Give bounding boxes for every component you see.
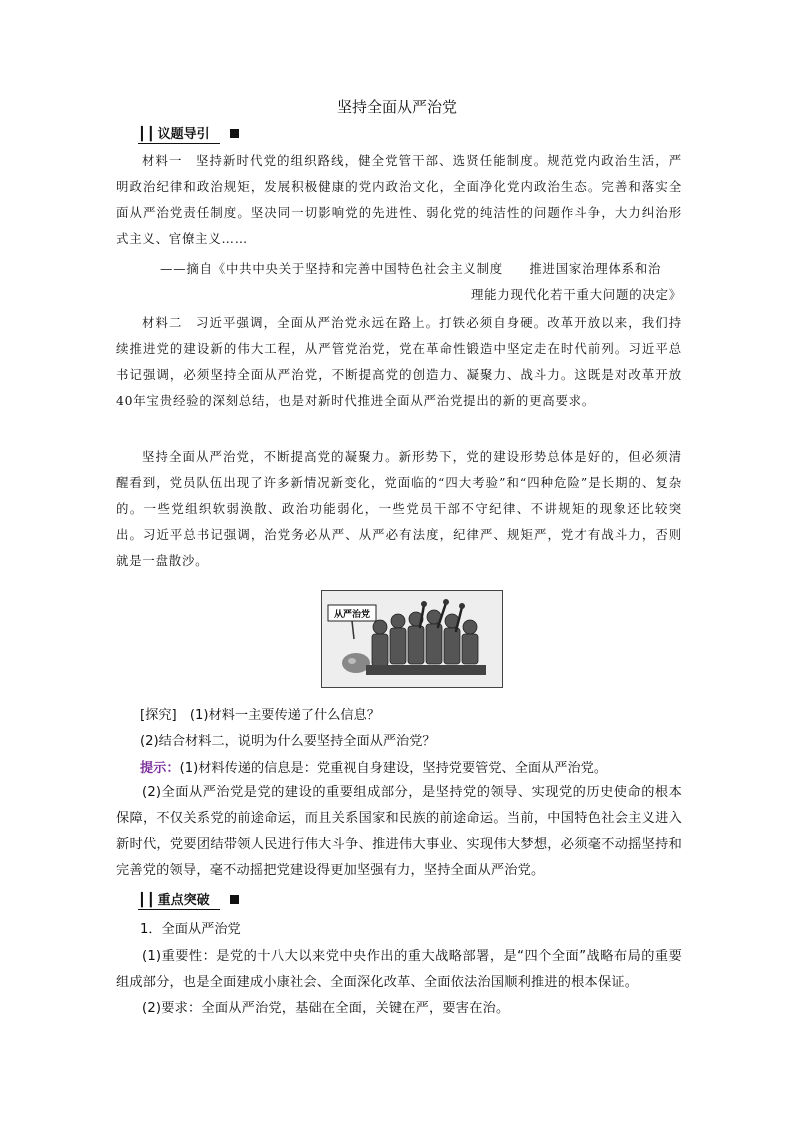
key-point-heading: 1．全面从严治党 — [140, 922, 241, 937]
source-line-2: 理能力现代化若干重大问题的决定》 — [470, 287, 682, 302]
material-one-text: 材料一 坚持新时代党的组织路线，健全党管干部、选贤任能制度。规范党内政治生活，严明政治纪律和政治规矩，发展积极健康的党内政治文化，全面净化党内政治生态。完善和落实全面从严治党责任制度。坚决同一切影响党的先进性、弱化党的纯洁性的问题作斗争，大力纠治形式主义、官僚主义…… — [116, 153, 682, 246]
hint-answer-1-text: (1)材料传递的信息是：党重视自身建设，坚持党要管党、全面从严治党。 — [179, 761, 608, 776]
section-label: 议题导引 — [157, 126, 210, 142]
square-bullet-icon — [230, 895, 239, 904]
source-line-1: ——摘自《中共中央关于坚持和完善中国特色社会主义制度 推进国家治理体系和治 — [160, 261, 662, 276]
square-bullet-icon — [230, 129, 239, 138]
section-bars-icon: ┃┃ — [138, 126, 156, 142]
section-bars-icon: ┃┃ — [138, 892, 156, 908]
hint-answer-1 — [140, 757, 607, 776]
illustration-cartoon — [321, 590, 503, 688]
key-point-importance: (1)重要性：是党的十八大以来党中央作出的重大战略部署，是“四个全面”战略布局的重要组成部分，也是全面建成小康社会、全面深化改革、全面依法治国顺利推进的根本保证。 — [116, 949, 682, 990]
section-header-key-points — [138, 890, 239, 908]
hint-label: 提示： — [140, 761, 180, 776]
page-title: 坚持全面从严治党 — [336, 98, 457, 116]
material-two-paragraph-1: 材料二 习近平强调，全面从严治党永远在路上。打铁必须自身硬。改革开放以来，我们持续推进党的建设新的伟大工程，从严管党治党，党在革命性锻造中坚定走在时代前列。习近平总书记强调，必须坚持全面从严治党，不断提高党的创造力、凝聚力、战斗力。这既是对改革开放40年宝贵经验的深刻总结，也是对新时代推进全面从严治党提出的新的更高要求。 — [116, 315, 682, 408]
section-header-underline — [138, 889, 220, 910]
explore-question-1: [探究] (1)材料一主要传递了什么信息？ — [140, 708, 380, 723]
sign-text: 从严治党 — [333, 610, 371, 620]
section-label: 重点突破 — [157, 892, 210, 908]
section-header-underline — [138, 123, 220, 144]
hint-answer-2: (2)全面从严治党是党的建设的重要组成部分，是坚持党的领导、实现党的历史使命的根本保障，不仅关系党的前途命运，而且关系国家和民族的前途命运。当前，中国特色社会主义进入新时代，党要团结带领人民进行伟大斗争、推进伟大事业、实现伟大梦想，必须毫不动摇坚持和完善党的领导，毫不动摇把党建设得更加坚强有力，坚持全面从严治党。 — [116, 785, 682, 878]
material-one-source — [160, 256, 682, 308]
explore-question-2: (2)结合材料二，说明为什么要坚持全面从严治党？ — [140, 734, 436, 749]
cartoon-people-illustration — [322, 591, 502, 687]
key-point-requirements: (2)要求：全面从严治党，基础在全面，关键在严，要害在治。 — [142, 1001, 510, 1016]
material-two-paragraph-2: 坚持全面从严治党，不断提高党的凝聚力。新形势下，党的建设形势总体是好的，但必须清醒看到，党员队伍出现了许多新情况新变化，党面临的“四大考验”和“四种危险”是长期的、复杂的。一些党组织软弱涣散、政治功能弱化，一些党员干部不守纪律、不讲规矩的现象还比较突出。习近平总书记强调，治党务必从严、从严必有法度，纪律严、规矩严，党才有战斗力，否则就是一盘散沙。 — [116, 449, 682, 568]
section-header-guide — [138, 124, 239, 142]
